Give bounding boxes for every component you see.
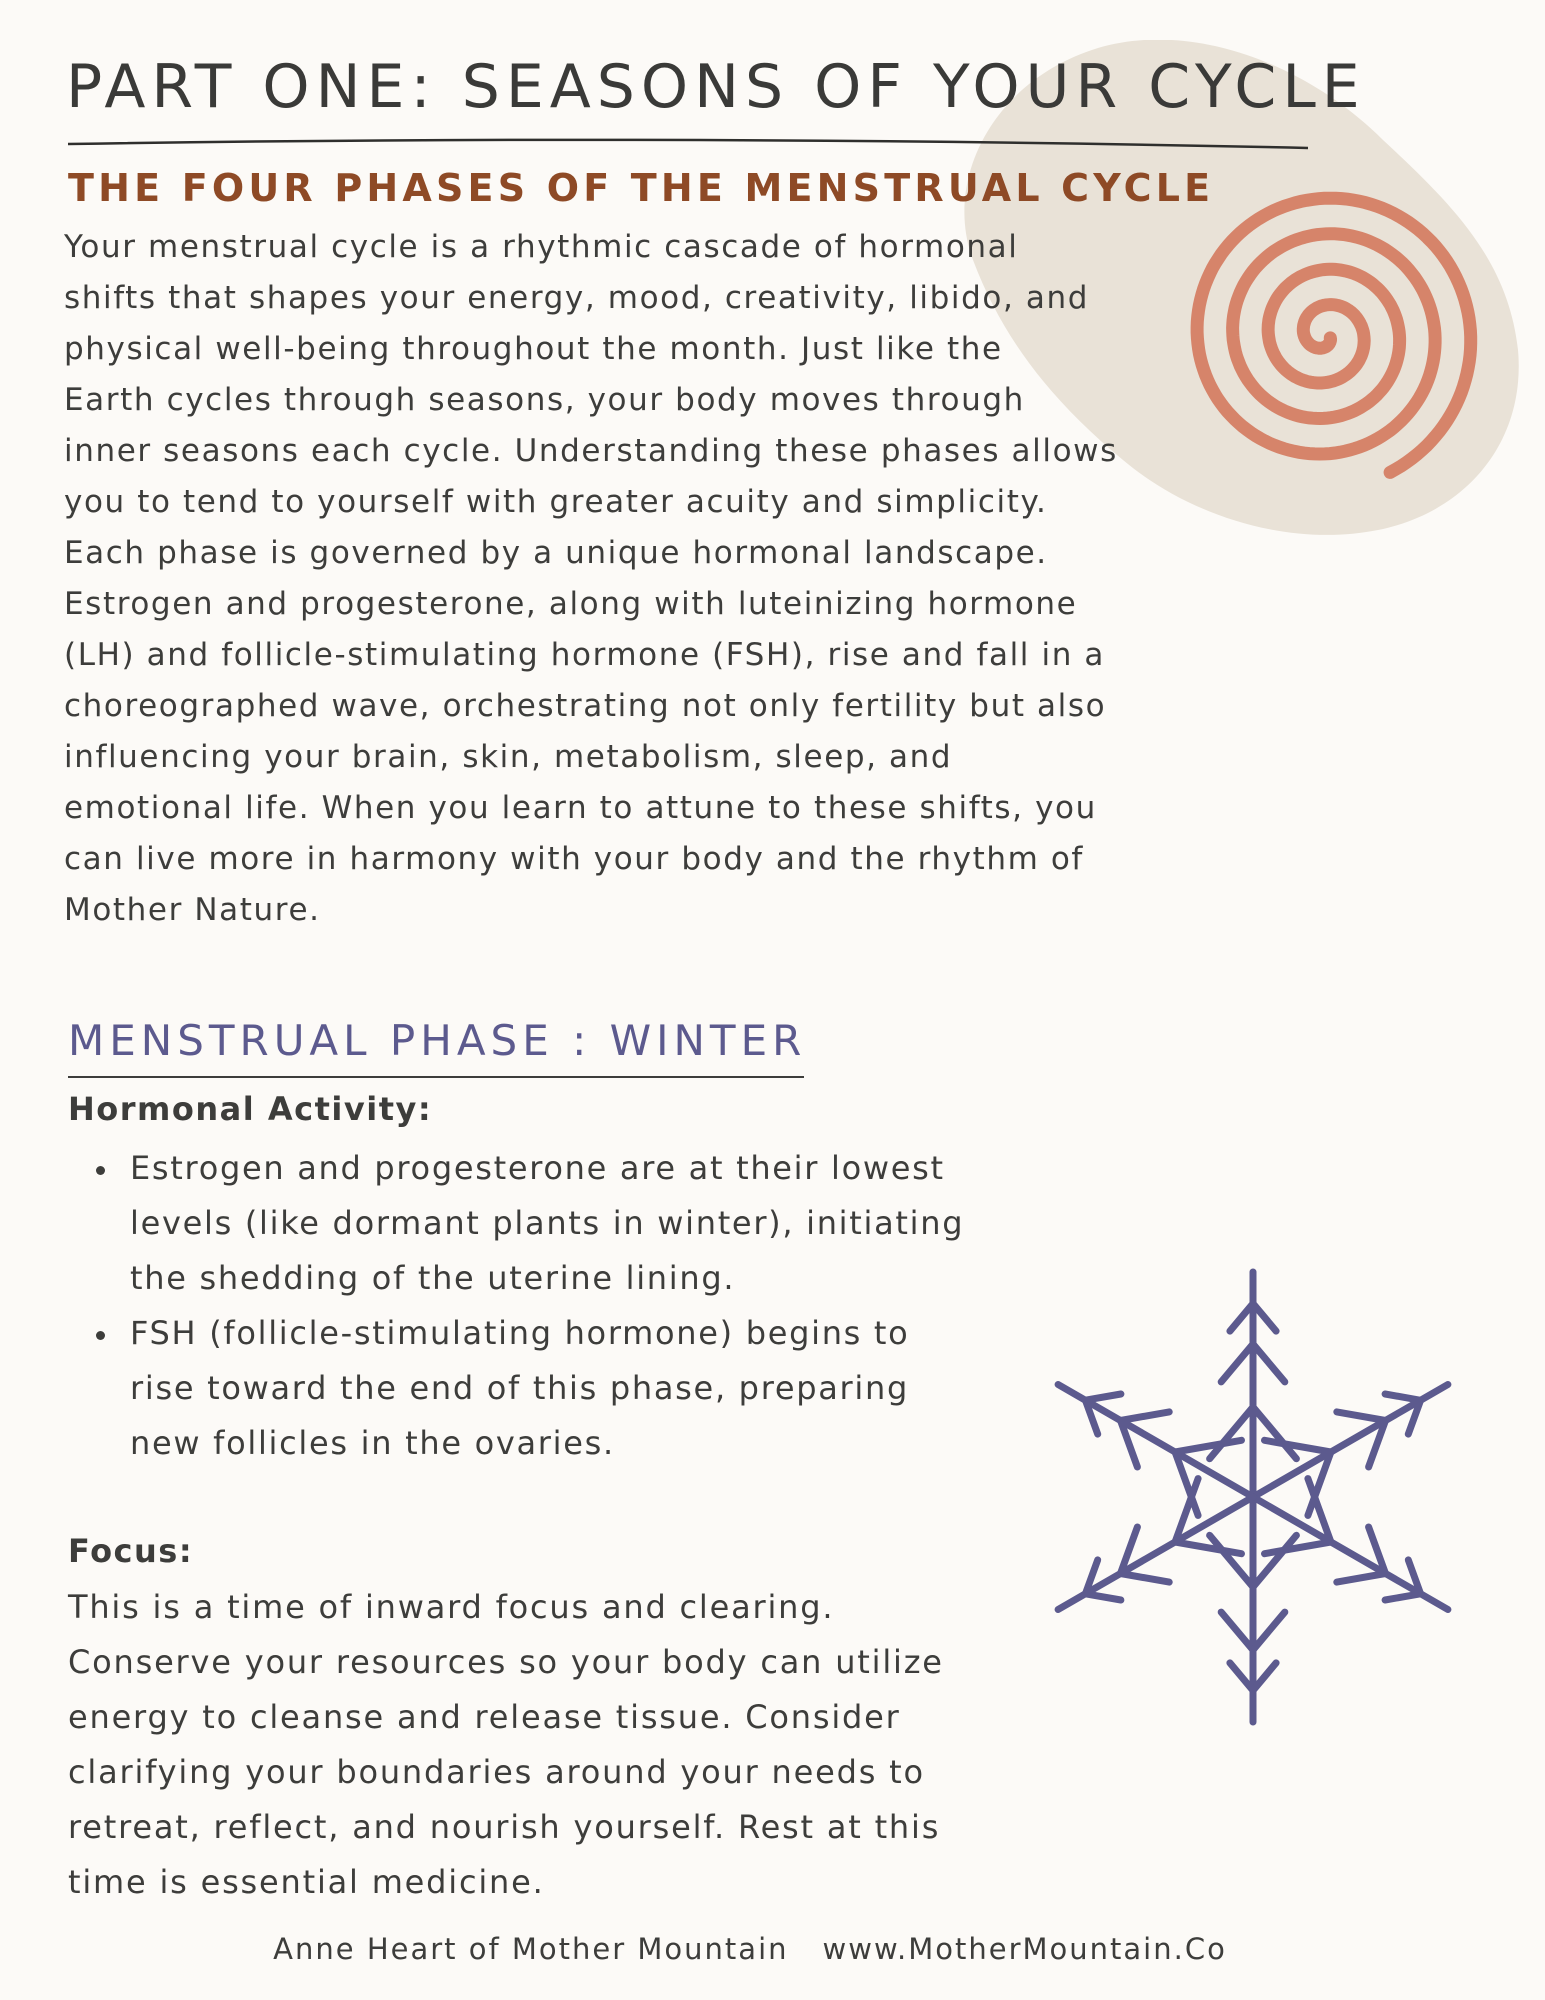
intro-line: Earth cycles through seasons, your body moves through <box>64 382 1025 418</box>
spiral-icon <box>1160 170 1490 500</box>
intro-line: you to tend to yourself with greater acuity and simplicity. <box>64 484 1048 520</box>
intro-line: shifts that shapes your energy, mood, creativity, libido, and <box>64 280 1089 316</box>
phase-heading: MENSTRUAL PHASE : WINTER <box>68 1016 807 1065</box>
list-item-line: rise toward the end of this phase, preparing <box>130 1369 910 1407</box>
intro-line: can live more in harmony with your body and the rhythm of <box>64 841 1084 877</box>
list-item-line: FSH (follicle-stimulating hormone) begins to <box>130 1314 910 1352</box>
section-subtitle: THE FOUR PHASES OF THE MENSTRUAL CYCLE <box>68 166 1215 210</box>
intro-line: influencing your brain, skin, metabolism, sleep, and <box>64 739 953 775</box>
focus-line: time is essential medicine. <box>68 1863 545 1901</box>
focus-line: clarifying your boundaries around your needs to <box>68 1753 925 1791</box>
page-title: PART ONE: SEASONS OF YOUR CYCLE <box>66 52 1366 122</box>
focus-line: This is a time of inward focus and clearing. <box>68 1588 835 1626</box>
list-item-line: new follicles in the ovaries. <box>130 1424 615 1462</box>
intro-line: choreographed wave, orchestrating not only fertility but also <box>64 688 1107 724</box>
intro-line: emotional life. When you learn to attune to these shifts, you <box>64 790 1097 826</box>
list-item <box>92 1141 1052 1306</box>
intro-line: Each phase is governed by a unique hormonal landscape. <box>64 535 1048 571</box>
focus-line: energy to cleanse and release tissue. Consider <box>68 1698 901 1736</box>
footer-author: Anne Heart of Mother Mountain <box>273 1932 789 1966</box>
snowflake-arms <box>1058 1272 1448 1722</box>
intro-line: (LH) and follicle-stimulating hormone (FSH), rise and fall in a <box>64 637 1105 673</box>
hormonal-activity-list <box>92 1141 1052 1471</box>
focus-line: Conserve your resources so your body can utilize <box>68 1643 944 1681</box>
phase-heading-underline <box>68 1076 804 1078</box>
intro-line: Estrogen and progesterone, along with luteinizing hormone <box>64 586 1078 622</box>
page-footer <box>0 1932 1500 1966</box>
footer-website: www.MotherMountain.Co <box>822 1932 1227 1966</box>
title-underline <box>68 138 1308 150</box>
list-item-line: levels (like dormant plants in winter), initiating <box>130 1204 965 1242</box>
focus-label: Focus: <box>68 1532 194 1570</box>
focus-paragraph <box>68 1580 1028 1910</box>
snowflake-icon <box>1018 1232 1488 1762</box>
intro-line: inner seasons each cycle. Understanding these phases allows <box>64 433 1118 469</box>
intro-line: physical well-being throughout the month. Just like the <box>64 331 1003 367</box>
spiral-stroke <box>1197 198 1471 472</box>
intro-line: Mother Nature. <box>64 892 321 928</box>
intro-paragraph <box>64 222 1204 936</box>
focus-line: retreat, reflect, and nourish yourself. Rest at this <box>68 1808 941 1846</box>
hormonal-activity-label: Hormonal Activity: <box>68 1090 433 1128</box>
intro-line: Your menstrual cycle is a rhythmic cascade of hormonal <box>64 229 1019 265</box>
list-item-line: the shedding of the uterine lining. <box>130 1259 736 1297</box>
list-item <box>92 1306 1052 1471</box>
list-item-line: Estrogen and progesterone are at their lowest <box>130 1149 945 1187</box>
